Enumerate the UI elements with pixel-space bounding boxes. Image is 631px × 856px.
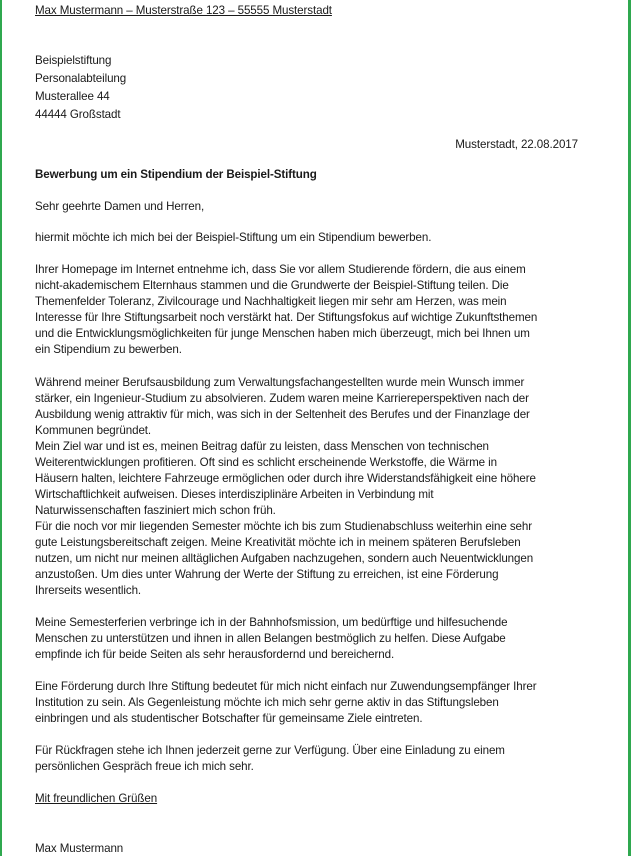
signature-name: Max Mustermann — [35, 842, 124, 855]
text-line: persönlichen Gespräch freue ich mich sehr. — [35, 760, 254, 773]
text-line: Themenfelder Toleranz, Zivilcourage und Nachhaltigkeit liegen mir sehr am Herzen, was mein — [35, 295, 507, 308]
paragraph-motivation — [35, 262, 537, 358]
text-line: Ausbildung wenig attraktiv für mich, was sich in der Seltenheit des Berufes und der Finanzlage der — [35, 408, 530, 421]
text-line: Kommunen begründet. — [35, 424, 152, 437]
text-line: Menschen zu unterstützen und ihnen in allen Belangen bestmöglich zu helfen. Diese Aufgabe — [35, 632, 506, 645]
text-line: nutzen, um nicht nur meinen alltäglichen Aufgaben nachzugehen, sondern auch Neuentwicklungen — [35, 552, 534, 565]
date-line: Musterstadt, 22.08.2017 — [455, 138, 578, 151]
text-line: Naturwissenschaften fasziniert mich schon früh. — [35, 504, 276, 517]
text-line: ein Stipendium zu bewerben. — [35, 343, 182, 356]
text-line: stärker, ein Ingenieur-Studium zu absolvieren. Zudem waren meine Karriereperspektiven nach der — [35, 392, 529, 405]
intro-sentence: hiermit möchte ich mich bei der Beispiel-Stiftung um ein Stipendium bewerben. — [35, 231, 432, 244]
text-line: Institution zu sein. Als Gegenleistung möchte ich mich sehr gerne aktiv in das Stiftungsleben — [35, 696, 499, 709]
text-line: anzustoßen. Um dies unter Wahrung der Werte der Stiftung zu erreichen, ist eine Förderung — [35, 568, 499, 581]
recipient-address — [35, 52, 126, 124]
paragraph-engagement — [35, 679, 536, 727]
text-line: einbringen und als studentischer Botschafter für gemeinsame Ziele eintreten. — [35, 712, 423, 725]
text-line: Ihrer Homepage im Internet entnehme ich, dass Sie vor allem Studierende fördern, die aus einem — [35, 263, 526, 276]
text-line: Eine Förderung durch Ihre Stiftung bedeutet für mich nicht einfach nur Zuwendungsempfänger Ihrer — [35, 680, 537, 693]
recipient-department: Personalabteilung — [35, 72, 127, 85]
text-line: Mein Ziel war und ist es, meinen Beitrag dafür zu leisten, dass Menschen von technischen — [35, 440, 489, 453]
text-line: und die Entwicklungsmöglichkeiten für junge Menschen haben mich überzeugt, mich bei Ihnen um — [35, 327, 530, 340]
recipient-name: Beispielstiftung — [35, 54, 112, 67]
text-line: empfinde ich für beide Seiten als sehr herausfordernd und bereichernd. — [35, 648, 395, 661]
text-line: Meine Semesterferien verbringe ich in der Bahnhofsmission, um bedürftige und hilfesuchende — [35, 616, 508, 629]
text-line: Interesse für Ihre Stiftungsarbeit noch verstärkt hat. Der Stiftungsfokus auf wichtige Zukunftsthemen — [35, 311, 538, 324]
recipient-city: 44444 Großstadt — [35, 108, 121, 121]
subject-line: Bewerbung um ein Stipendium der Beispiel-Stiftung — [35, 168, 317, 181]
text-line: Weiterentwicklungen profitieren. Oft sind es schlicht erscheinende Werkstoffe, die Wärme in — [35, 456, 497, 469]
text-line: Ihrerseits wesentlich. — [35, 584, 142, 597]
salutation: Sehr geehrte Damen und Herren, — [35, 200, 205, 213]
recipient-street: Musterallee 44 — [35, 90, 110, 103]
text-line: Häusern halten, leichtere Fahrzeuge ermöglichen oder durch ihre Widerstandsfähigkeit eine höhere — [35, 472, 536, 485]
closing-phrase: Mit freundlichen Grüßen — [35, 792, 158, 805]
paragraph-volunteering — [35, 615, 507, 663]
text-line: Für die noch vor mir liegenden Semester möchte ich bis zum Studienabschluss weiterhin eine sehr — [35, 520, 533, 533]
sender-line: Max Mustermann – Musterstraße 123 – 55555 Musterstadt — [35, 4, 332, 17]
paragraph-background — [35, 375, 536, 599]
text-line: gute Leistungsbereitschaft zeigen. Meine Kreativität möchte ich in meinem späteren Berufsleben — [35, 536, 521, 549]
text-line: Während meiner Berufsausbildung zum Verwaltungsfachangestellten wurde mein Wunsch immer — [35, 376, 525, 389]
text-line: nicht-akademischem Elternhaus stammen und die Grundwerte der Beispiel-Stiftung teilen. Die — [35, 279, 509, 292]
text-line: Für Rückfragen stehe ich Ihnen jederzeit gerne zur Verfügung. Über eine Einladung zu einem — [35, 744, 505, 757]
paragraph-contact — [35, 743, 505, 775]
text-line: Wirtschaftlichkeit aufweisen. Dieses interdisziplinäre Arbeiten in Verbindung mit — [35, 488, 434, 501]
